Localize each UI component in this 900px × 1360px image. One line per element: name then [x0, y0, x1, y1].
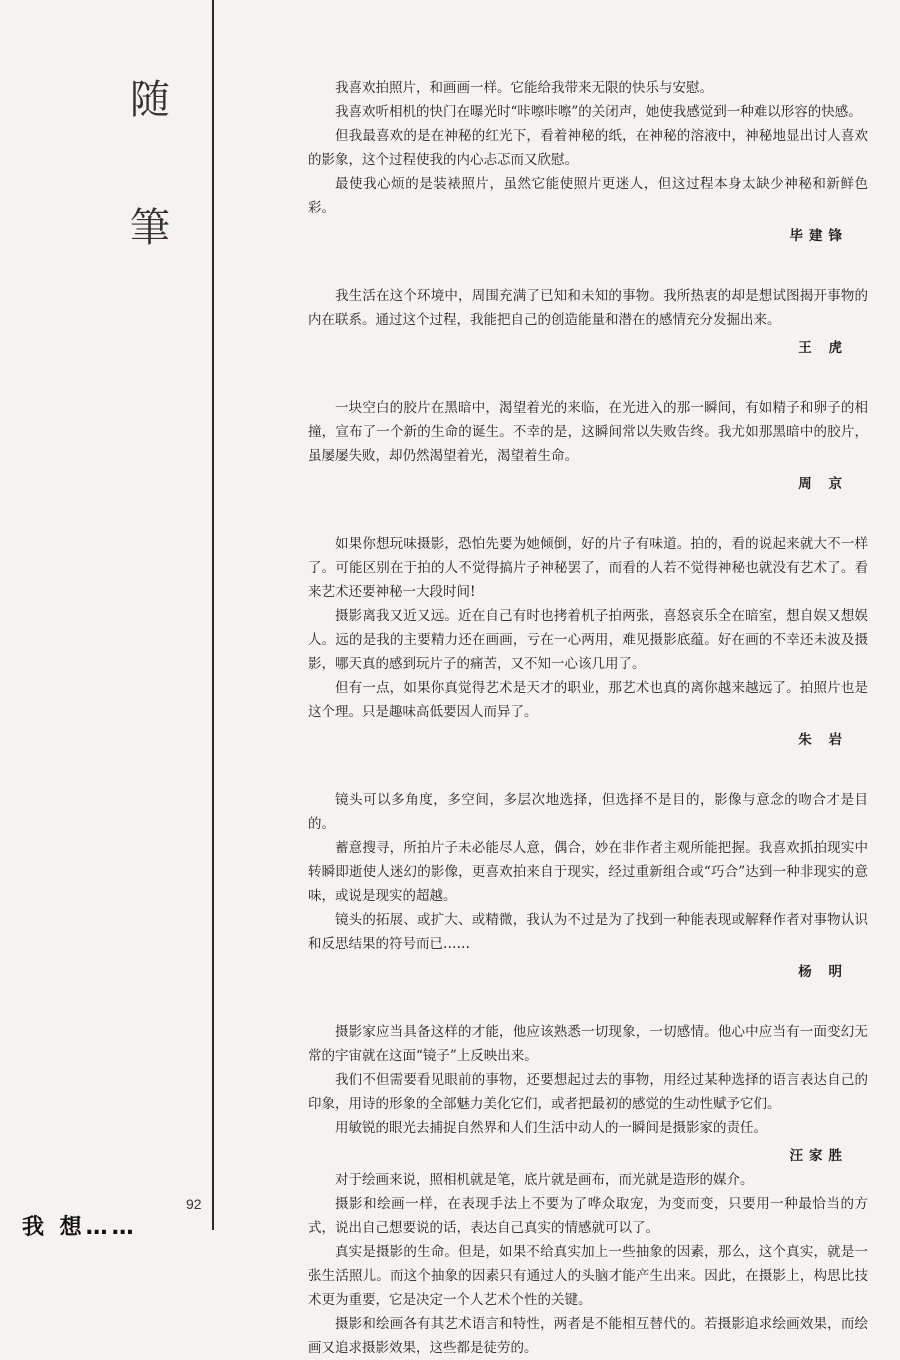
paragraph: 摄影和绘画各有其艺术语言和特性，两者是不能相互替代的。若摄影追求绘画效果，而绘画又追求摄影效果，这些都是徒劳的。 [308, 1316, 868, 1356]
author-name: 王 虎 [798, 340, 848, 356]
paragraph: 我生活在这个环境中，周围充满了已知和未知的事物。我所热衷的却是想试图揭开事物的内在联系。通过这个过程，我能把自己的创造能量和潜在的感情充分发掘出来。 [308, 288, 868, 328]
paragraph: 我们不但需要看见眼前的事物，还要想起过去的事物，用经过某种选择的语言表达自己的印象，用诗的形象的全部魅力美化它们，或者把最初的感觉的生动性赋予它们。 [308, 1072, 868, 1112]
author-name: 汪家胜 [789, 1148, 848, 1164]
column-title-char-1: 随 [130, 77, 170, 123]
sidebar [0, 0, 212, 1263]
author-name: 朱 岩 [798, 732, 848, 748]
essay-section [308, 284, 868, 360]
paragraph: 镜头的拓展、或扩大、或精微，我认为不过是为了找到一种能表现或解释作者对事物认识和反思结果的符号而已…… [308, 912, 868, 952]
paragraph: 对于绘画来说，照相机就是笔，底片就是画布，而光就是造形的媒介。 [335, 1172, 754, 1188]
paragraph: 我喜欢拍照片，和画画一样。它能给我带来无限的快乐与安慰。 [335, 80, 713, 96]
paragraph: 蓄意搜寻，所拍片子未必能尽人意，偶合，妙在非作者主观所能把握。我喜欢抓拍现实中转瞬即逝使人迷幻的影像，更喜欢拍来自于现实，经过重新组合或“巧合”达到一种非现实的意味，或说是现实的超越。 [308, 840, 868, 904]
paragraph: 如果你想玩味摄影，恐怕先要为她倾倒，好的片子有味道。拍的，看的说起来就大不一样了。可能区别在于拍的人不觉得搞片子神秘罢了，而看的人若不觉得神秘也就没有艺术了。看来艺术还要神秘一大段时间! [308, 536, 868, 600]
paragraph: 真实是摄影的生命。但是，如果不给真实加上一些抽象的因素，那么，这个真实，就是一张生活照儿。而这个抽象的因素只有通过人的头脑才能产生出来。因此，在摄影上，构思比技术更为重要，它是决定一个人艺术个性的关键。 [308, 1244, 868, 1308]
essay-section [308, 76, 868, 248]
paragraph: 用敏锐的眼光去捕捉自然界和人们生活中动人的一瞬间是摄影家的责任。 [335, 1120, 767, 1136]
author-name: 周 京 [798, 476, 848, 492]
paragraph: 镜头可以多角度，多空间，多层次地选择，但选择不是目的，影像与意念的吻合才是目的。 [308, 792, 868, 832]
essay-section [308, 1020, 868, 1168]
paragraph: 我喜欢听相机的快门在曝光时“咔嚓咔嚓”的关闭声，她使我感觉到一种难以形容的快感。 [335, 104, 862, 120]
essay-section [308, 532, 868, 752]
essay-section [308, 788, 868, 984]
footer-title: 我 想…… [22, 1215, 138, 1240]
essay-section [308, 1168, 868, 1360]
paragraph: 最使我心烦的是装裱照片，虽然它能使照片更迷人，但这过程本身太缺少神秘和新鲜色彩。 [308, 176, 868, 216]
column-title-char-2: 筆 [130, 205, 170, 251]
paragraph: 摄影和绘画一样，在表现手法上不要为了哗众取宠，为变而变，只要用一种最恰当的方式，说出自己想要说的话，表达自己真实的情感就可以了。 [308, 1196, 868, 1236]
author-name: 毕建锋 [789, 228, 848, 244]
paragraph: 但有一点，如果你真觉得艺术是天才的职业，那艺术也真的离你越来越远了。拍照片也是这个理。只是趣味高低要因人而异了。 [308, 680, 868, 720]
vertical-divider [212, 0, 214, 1230]
paragraph: 一块空白的胶片在黑暗中，渴望着光的来临，在光进入的那一瞬间，有如精子和卵子的相撞，宣布了一个新的生命的诞生。不幸的是，这瞬间常以失败告终。我尤如那黑暗中的胶片，虽屡屡失败，却仍然渴望着光，渴望着生命。 [308, 400, 868, 464]
essay-section [308, 396, 868, 496]
paragraph: 但我最喜欢的是在神秘的红光下，看着神秘的纸，在神秘的溶液中，神秘地显出讨人喜欢的影象，这个过程使我的内心忐忑而又欣慰。 [308, 128, 868, 168]
paragraph: 摄影离我又近又远。近在自己有时也拷着机子拍两张，喜怒哀乐全在暗室，想自娱又想娱人。远的是我的主要精力还在画画，亏在一心两用，难见摄影底蕴。好在画的不幸还未波及摄影，哪天真的感到玩片子的痛苦，又不知一心该几用了。 [308, 608, 868, 672]
paragraph: 摄影家应当具备这样的才能，他应该熟悉一切现象，一切感情。他心中应当有一面变幻无常的宇宙就在这面“镜子”上反映出来。 [308, 1024, 868, 1064]
page-number: 92 [186, 1196, 202, 1212]
article-body [308, 76, 868, 1360]
author-name: 杨 明 [798, 964, 848, 980]
